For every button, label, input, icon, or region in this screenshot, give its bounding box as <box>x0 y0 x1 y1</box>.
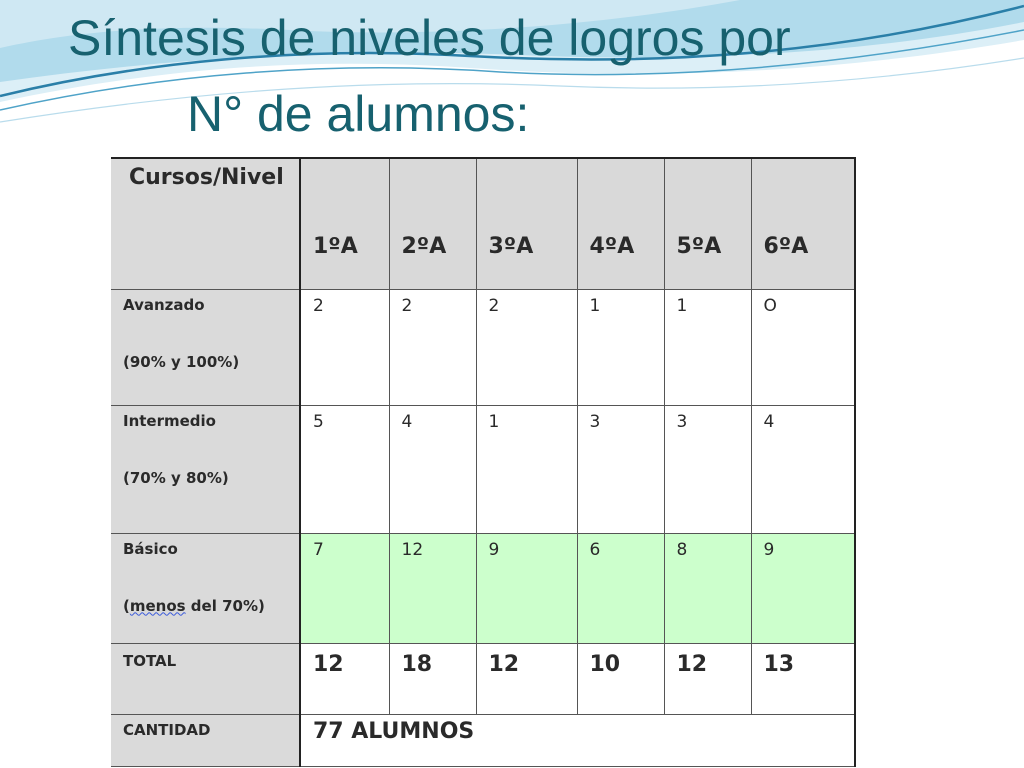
table-cell <box>476 405 577 533</box>
column-header-6a <box>751 158 855 289</box>
column-header-label: 5ºA <box>676 234 722 259</box>
total-cell <box>664 643 751 714</box>
row-label: Intermedio <box>123 411 216 430</box>
table-cell <box>751 289 855 405</box>
cell-value: 2 <box>401 295 413 316</box>
corner-label: Cursos/Nivel <box>129 165 284 190</box>
column-header-label: 6ºA <box>763 234 809 259</box>
slide-title-line-2: N° de alumnos: <box>187 86 530 142</box>
column-header-5a <box>664 158 751 289</box>
column-header-1a <box>300 158 389 289</box>
total-value: 10 <box>589 651 621 677</box>
cell-value: 3 <box>589 411 601 432</box>
total-value: 18 <box>401 651 433 677</box>
row-intermedio <box>111 405 855 533</box>
table-cell <box>577 289 664 405</box>
total-cell <box>389 643 476 714</box>
cell-value: 4 <box>763 411 775 432</box>
cell-value: 7 <box>313 539 324 560</box>
row-label-cantidad <box>111 714 300 766</box>
column-header-label: 3ºA <box>488 234 534 259</box>
sublabel-prefix: ( <box>123 596 130 615</box>
column-header-2a <box>389 158 476 289</box>
row-label-basico <box>111 533 300 643</box>
cell-value: 9 <box>763 539 775 560</box>
corner-header-cell <box>111 158 300 289</box>
cell-value: 4 <box>401 411 413 432</box>
row-label: CANTIDAD <box>123 720 211 739</box>
row-total <box>111 643 855 714</box>
table-cell <box>664 289 751 405</box>
cell-value: 1 <box>488 411 500 432</box>
table-cell <box>476 533 577 643</box>
cell-value: 12 <box>401 539 424 560</box>
total-cell <box>476 643 577 714</box>
row-label: TOTAL <box>123 651 177 670</box>
header-row <box>111 158 855 289</box>
cell-value: 8 <box>676 539 688 560</box>
table-cell <box>751 533 855 643</box>
table-cell <box>300 289 389 405</box>
slide-title <box>0 0 1024 150</box>
total-value: 13 <box>763 651 795 677</box>
column-header-3a <box>476 158 577 289</box>
cell-value: 2 <box>488 295 500 316</box>
row-label-avanzado <box>111 289 300 405</box>
total-cell <box>300 643 389 714</box>
row-avanzado <box>111 289 855 405</box>
table-cell <box>389 289 476 405</box>
quantity-cell <box>300 714 855 766</box>
table-cell <box>300 405 389 533</box>
total-value: 12 <box>676 651 708 677</box>
row-basico <box>111 533 855 643</box>
row-label: Avanzado <box>123 295 205 314</box>
slide-title-line-1: Síntesis de niveles de logros por <box>68 10 791 66</box>
achievement-table-container <box>111 157 855 765</box>
table-cell <box>664 405 751 533</box>
sublabel-suffix: del 70%) <box>185 596 265 615</box>
total-value: 12 <box>488 651 520 677</box>
row-sublabel <box>123 597 265 615</box>
cell-value: O <box>763 295 777 316</box>
table-cell <box>300 533 389 643</box>
row-cantidad <box>111 714 855 766</box>
row-label-intermedio <box>111 405 300 533</box>
cell-value: 9 <box>488 539 500 560</box>
table-cell <box>577 405 664 533</box>
row-label-total <box>111 643 300 714</box>
table-cell <box>476 289 577 405</box>
cell-value: 5 <box>313 411 324 432</box>
table-cell <box>577 533 664 643</box>
cell-value: 3 <box>676 411 688 432</box>
table-cell <box>389 405 476 533</box>
column-header-label: 1ºA <box>313 234 358 259</box>
cell-value: 1 <box>676 295 688 316</box>
column-header-label: 2ºA <box>401 234 447 259</box>
achievement-table <box>111 157 856 767</box>
cell-value: 1 <box>589 295 601 316</box>
total-cell <box>577 643 664 714</box>
total-value: 12 <box>313 651 344 677</box>
column-header-label: 4ºA <box>589 234 635 259</box>
cell-value: 2 <box>313 295 324 316</box>
row-sublabel: (70% y 80%) <box>123 468 229 487</box>
table-cell <box>389 533 476 643</box>
column-header-4a <box>577 158 664 289</box>
quantity-value: 77 ALUMNOS <box>313 718 475 744</box>
table-cell <box>751 405 855 533</box>
cell-value: 6 <box>589 539 601 560</box>
total-cell <box>751 643 855 714</box>
spellcheck-underlined-word: menos <box>129 596 186 615</box>
table-cell <box>664 533 751 643</box>
row-sublabel: (90% y 100%) <box>123 352 240 371</box>
row-label: Básico <box>123 539 178 558</box>
